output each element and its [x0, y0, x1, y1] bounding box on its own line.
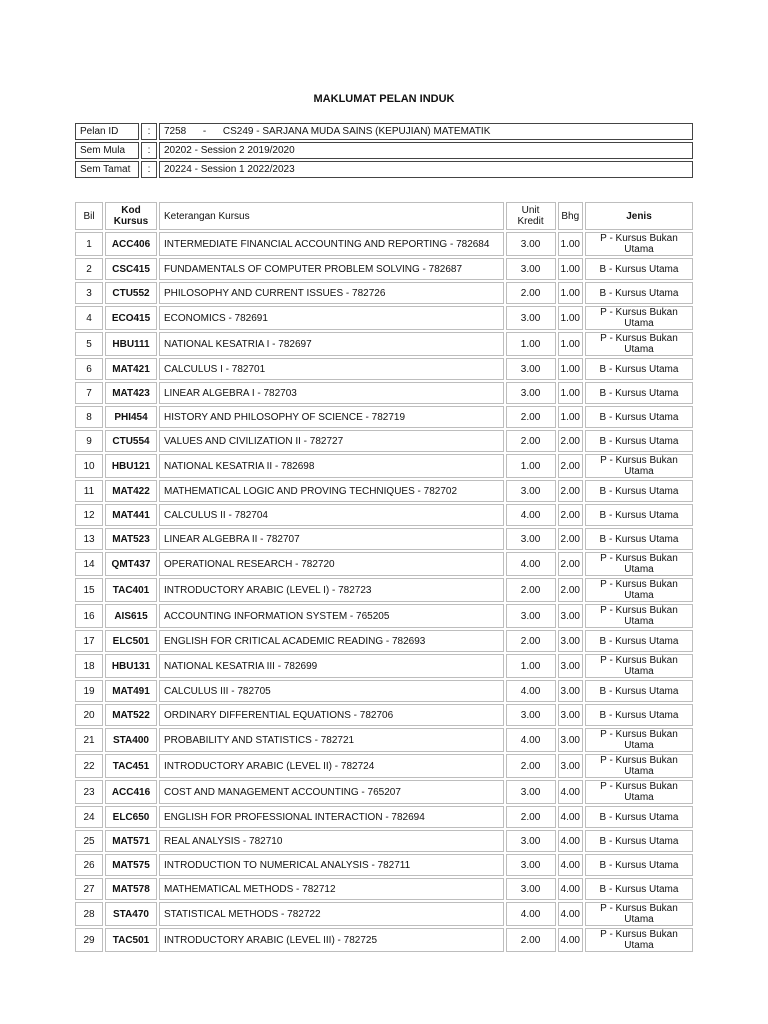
course-description: CALCULUS III - 782705 [159, 680, 504, 702]
course-code: STA470 [105, 902, 157, 926]
table-row [75, 382, 693, 404]
course-unit-kredit: 3.00 [506, 528, 556, 550]
course-bhg: 4.00 [558, 854, 583, 876]
course-code: STA400 [105, 728, 157, 752]
header-bil: Bil [75, 202, 103, 230]
info-row-sem-mula [75, 142, 693, 159]
course-unit-kredit: 1.00 [506, 654, 556, 678]
table-row [75, 680, 693, 702]
page-title: MAKLUMAT PELAN INDUK [313, 93, 455, 105]
table-row [75, 430, 693, 452]
course-code: MAT575 [105, 854, 157, 876]
course-jenis: P - Kursus Bukan Utama [585, 306, 693, 330]
course-bil: 6 [75, 358, 103, 380]
course-code: ELC501 [105, 630, 157, 652]
course-description: CALCULUS II - 782704 [159, 504, 504, 526]
course-bil: 19 [75, 680, 103, 702]
course-bil: 11 [75, 480, 103, 502]
course-code: CTU554 [105, 430, 157, 452]
course-bil: 28 [75, 902, 103, 926]
course-jenis: B - Kursus Utama [585, 528, 693, 550]
course-bil: 8 [75, 406, 103, 428]
course-bhg: 4.00 [558, 902, 583, 926]
course-bhg: 1.00 [558, 232, 583, 256]
info-value: 7258 - CS249 - SARJANA MUDA SAINS (KEPUJIAN) MATEMATIK [159, 123, 693, 140]
course-jenis: B - Kursus Utama [585, 504, 693, 526]
course-code: TAC501 [105, 928, 157, 952]
course-bil: 22 [75, 754, 103, 778]
course-unit-kredit: 3.00 [506, 258, 556, 280]
course-bhg: 2.00 [558, 552, 583, 576]
course-bhg: 2.00 [558, 578, 583, 602]
course-table [73, 200, 695, 954]
info-row-sem-tamat [75, 161, 693, 178]
course-unit-kredit: 4.00 [506, 728, 556, 752]
course-bil: 9 [75, 430, 103, 452]
table-row [75, 806, 693, 828]
course-code: PHI454 [105, 406, 157, 428]
course-jenis: B - Kursus Utama [585, 258, 693, 280]
table-row [75, 578, 693, 602]
course-code: AIS615 [105, 604, 157, 628]
course-bil: 13 [75, 528, 103, 550]
course-jenis: P - Kursus Bukan Utama [585, 754, 693, 778]
info-colon: : [141, 142, 157, 159]
course-description: NATIONAL KESATRIA II - 782698 [159, 454, 504, 478]
course-bil: 7 [75, 382, 103, 404]
table-row [75, 780, 693, 804]
course-jenis: B - Kursus Utama [585, 630, 693, 652]
info-value: 20224 - Session 1 2022/2023 [159, 161, 693, 178]
course-bil: 2 [75, 258, 103, 280]
course-bhg: 3.00 [558, 704, 583, 726]
course-code: MAT523 [105, 528, 157, 550]
course-bhg: 4.00 [558, 928, 583, 952]
course-description: STATISTICAL METHODS - 782722 [159, 902, 504, 926]
course-unit-kredit: 3.00 [506, 382, 556, 404]
course-unit-kredit: 4.00 [506, 680, 556, 702]
table-row [75, 332, 693, 356]
course-bhg: 1.00 [558, 406, 583, 428]
course-description: INTRODUCTION TO NUMERICAL ANALYSIS - 782711 [159, 854, 504, 876]
course-code: ACC406 [105, 232, 157, 256]
course-code: QMT437 [105, 552, 157, 576]
course-bil: 18 [75, 654, 103, 678]
course-code: ACC416 [105, 780, 157, 804]
course-bhg: 4.00 [558, 806, 583, 828]
table-row [75, 754, 693, 778]
table-row [75, 902, 693, 926]
course-description: CALCULUS I - 782701 [159, 358, 504, 380]
table-row [75, 358, 693, 380]
course-description: VALUES AND CIVILIZATION II - 782727 [159, 430, 504, 452]
course-jenis: B - Kursus Utama [585, 480, 693, 502]
course-bil: 21 [75, 728, 103, 752]
course-bil: 29 [75, 928, 103, 952]
course-bhg: 3.00 [558, 680, 583, 702]
course-bhg: 2.00 [558, 504, 583, 526]
course-jenis: P - Kursus Bukan Utama [585, 928, 693, 952]
course-bil: 24 [75, 806, 103, 828]
course-jenis: P - Kursus Bukan Utama [585, 902, 693, 926]
course-bhg: 2.00 [558, 480, 583, 502]
course-description: NATIONAL KESATRIA III - 782699 [159, 654, 504, 678]
header-kod-kursus: Kod Kursus [105, 202, 157, 230]
course-description: MATHEMATICAL METHODS - 782712 [159, 878, 504, 900]
course-bhg: 3.00 [558, 754, 583, 778]
course-jenis: P - Kursus Bukan Utama [585, 728, 693, 752]
course-bhg: 3.00 [558, 604, 583, 628]
course-jenis: B - Kursus Utama [585, 430, 693, 452]
course-jenis: B - Kursus Utama [585, 358, 693, 380]
course-jenis: P - Kursus Bukan Utama [585, 552, 693, 576]
course-jenis: B - Kursus Utama [585, 854, 693, 876]
table-row [75, 258, 693, 280]
course-code: MAT423 [105, 382, 157, 404]
course-bhg: 1.00 [558, 282, 583, 304]
course-unit-kredit: 2.00 [506, 282, 556, 304]
course-description: INTRODUCTORY ARABIC (LEVEL II) - 782724 [159, 754, 504, 778]
course-jenis: P - Kursus Bukan Utama [585, 578, 693, 602]
course-description: HISTORY AND PHILOSOPHY OF SCIENCE - 782719 [159, 406, 504, 428]
course-code: TAC401 [105, 578, 157, 602]
course-unit-kredit: 2.00 [506, 806, 556, 828]
course-bil: 3 [75, 282, 103, 304]
table-row [75, 232, 693, 256]
table-row [75, 830, 693, 852]
table-row [75, 306, 693, 330]
course-code: HBU111 [105, 332, 157, 356]
course-jenis: B - Kursus Utama [585, 806, 693, 828]
course-jenis: P - Kursus Bukan Utama [585, 780, 693, 804]
header-unit-kredit: Unit Kredit [506, 202, 556, 230]
course-description: REAL ANALYSIS - 782710 [159, 830, 504, 852]
table-row [75, 454, 693, 478]
course-description: FUNDAMENTALS OF COMPUTER PROBLEM SOLVING - 782687 [159, 258, 504, 280]
course-bhg: 4.00 [558, 830, 583, 852]
course-bil: 10 [75, 454, 103, 478]
course-unit-kredit: 3.00 [506, 704, 556, 726]
course-bil: 5 [75, 332, 103, 356]
course-bhg: 2.00 [558, 528, 583, 550]
course-unit-kredit: 3.00 [506, 604, 556, 628]
table-row [75, 528, 693, 550]
course-description: LINEAR ALGEBRA I - 782703 [159, 382, 504, 404]
course-bil: 23 [75, 780, 103, 804]
course-description: ECONOMICS - 782691 [159, 306, 504, 330]
course-unit-kredit: 2.00 [506, 406, 556, 428]
course-unit-kredit: 3.00 [506, 878, 556, 900]
course-description: COST AND MANAGEMENT ACCOUNTING - 765207 [159, 780, 504, 804]
info-label: Sem Mula [75, 142, 139, 159]
info-colon: : [141, 123, 157, 140]
course-code: ECO415 [105, 306, 157, 330]
course-bhg: 4.00 [558, 780, 583, 804]
course-jenis: P - Kursus Bukan Utama [585, 604, 693, 628]
course-code: MAT522 [105, 704, 157, 726]
course-bil: 15 [75, 578, 103, 602]
course-unit-kredit: 3.00 [506, 780, 556, 804]
header-jenis: Jenis [585, 202, 693, 230]
course-unit-kredit: 4.00 [506, 552, 556, 576]
course-unit-kredit: 3.00 [506, 830, 556, 852]
course-bhg: 1.00 [558, 258, 583, 280]
course-unit-kredit: 3.00 [506, 306, 556, 330]
info-row-pelan-id [75, 123, 693, 140]
course-jenis: B - Kursus Utama [585, 878, 693, 900]
course-code: MAT441 [105, 504, 157, 526]
course-code: TAC451 [105, 754, 157, 778]
course-bil: 20 [75, 704, 103, 726]
course-jenis: P - Kursus Bukan Utama [585, 232, 693, 256]
course-unit-kredit: 4.00 [506, 902, 556, 926]
course-description: ENGLISH FOR CRITICAL ACADEMIC READING - 782693 [159, 630, 504, 652]
table-row [75, 878, 693, 900]
course-description: ACCOUNTING INFORMATION SYSTEM - 765205 [159, 604, 504, 628]
course-jenis: P - Kursus Bukan Utama [585, 654, 693, 678]
info-label: Sem Tamat [75, 161, 139, 178]
course-description: INTRODUCTORY ARABIC (LEVEL III) - 782725 [159, 928, 504, 952]
course-unit-kredit: 2.00 [506, 928, 556, 952]
course-jenis: B - Kursus Utama [585, 680, 693, 702]
course-bhg: 2.00 [558, 430, 583, 452]
course-bil: 4 [75, 306, 103, 330]
course-code: HBU131 [105, 654, 157, 678]
course-description: LINEAR ALGEBRA II - 782707 [159, 528, 504, 550]
course-table-body [75, 232, 693, 952]
course-description: PHILOSOPHY AND CURRENT ISSUES - 782726 [159, 282, 504, 304]
course-unit-kredit: 3.00 [506, 480, 556, 502]
course-description: PROBABILITY AND STATISTICS - 782721 [159, 728, 504, 752]
course-bil: 16 [75, 604, 103, 628]
course-unit-kredit: 2.00 [506, 630, 556, 652]
course-bhg: 4.00 [558, 878, 583, 900]
course-unit-kredit: 1.00 [506, 454, 556, 478]
course-bhg: 2.00 [558, 454, 583, 478]
table-row [75, 728, 693, 752]
course-bil: 25 [75, 830, 103, 852]
course-description: NATIONAL KESATRIA I - 782697 [159, 332, 504, 356]
table-row [75, 854, 693, 876]
table-row [75, 504, 693, 526]
course-description: INTRODUCTORY ARABIC (LEVEL I) - 782723 [159, 578, 504, 602]
course-description: INTERMEDIATE FINANCIAL ACCOUNTING AND REPORTING - 782684 [159, 232, 504, 256]
course-bil: 12 [75, 504, 103, 526]
course-unit-kredit: 2.00 [506, 578, 556, 602]
course-unit-kredit: 2.00 [506, 430, 556, 452]
course-jenis: P - Kursus Bukan Utama [585, 332, 693, 356]
course-description: MATHEMATICAL LOGIC AND PROVING TECHNIQUES - 782702 [159, 480, 504, 502]
course-bhg: 3.00 [558, 728, 583, 752]
course-bil: 27 [75, 878, 103, 900]
info-value: 20202 - Session 2 2019/2020 [159, 142, 693, 159]
course-bil: 1 [75, 232, 103, 256]
plan-info-table [73, 121, 695, 180]
course-code: MAT578 [105, 878, 157, 900]
course-bhg: 1.00 [558, 332, 583, 356]
course-unit-kredit: 3.00 [506, 232, 556, 256]
course-jenis: P - Kursus Bukan Utama [585, 454, 693, 478]
info-colon: : [141, 161, 157, 178]
course-bhg: 1.00 [558, 358, 583, 380]
table-row [75, 654, 693, 678]
course-bil: 26 [75, 854, 103, 876]
course-unit-kredit: 3.00 [506, 854, 556, 876]
course-bil: 17 [75, 630, 103, 652]
course-code: MAT491 [105, 680, 157, 702]
course-unit-kredit: 1.00 [506, 332, 556, 356]
course-code: MAT571 [105, 830, 157, 852]
course-unit-kredit: 2.00 [506, 754, 556, 778]
course-table-header [75, 202, 693, 230]
table-row [75, 552, 693, 576]
table-row [75, 928, 693, 952]
course-code: MAT421 [105, 358, 157, 380]
course-jenis: B - Kursus Utama [585, 382, 693, 404]
course-unit-kredit: 4.00 [506, 504, 556, 526]
course-code: CSC415 [105, 258, 157, 280]
info-label: Pelan ID [75, 123, 139, 140]
table-row [75, 282, 693, 304]
table-row [75, 630, 693, 652]
course-bhg: 3.00 [558, 654, 583, 678]
header-bhg: Bhg [558, 202, 583, 230]
course-code: HBU121 [105, 454, 157, 478]
table-row [75, 406, 693, 428]
course-code: MAT422 [105, 480, 157, 502]
course-code: CTU552 [105, 282, 157, 304]
course-code: ELC650 [105, 806, 157, 828]
course-bhg: 1.00 [558, 306, 583, 330]
course-description: OPERATIONAL RESEARCH - 782720 [159, 552, 504, 576]
table-row [75, 604, 693, 628]
course-jenis: B - Kursus Utama [585, 282, 693, 304]
course-jenis: B - Kursus Utama [585, 406, 693, 428]
course-jenis: B - Kursus Utama [585, 830, 693, 852]
course-bil: 14 [75, 552, 103, 576]
header-keterangan-kursus: Keterangan Kursus [159, 202, 504, 230]
course-unit-kredit: 3.00 [506, 358, 556, 380]
table-row [75, 480, 693, 502]
course-jenis: B - Kursus Utama [585, 704, 693, 726]
course-bhg: 3.00 [558, 630, 583, 652]
course-description: ENGLISH FOR PROFESSIONAL INTERACTION - 782694 [159, 806, 504, 828]
course-bhg: 1.00 [558, 382, 583, 404]
course-description: ORDINARY DIFFERENTIAL EQUATIONS - 782706 [159, 704, 504, 726]
table-row [75, 704, 693, 726]
